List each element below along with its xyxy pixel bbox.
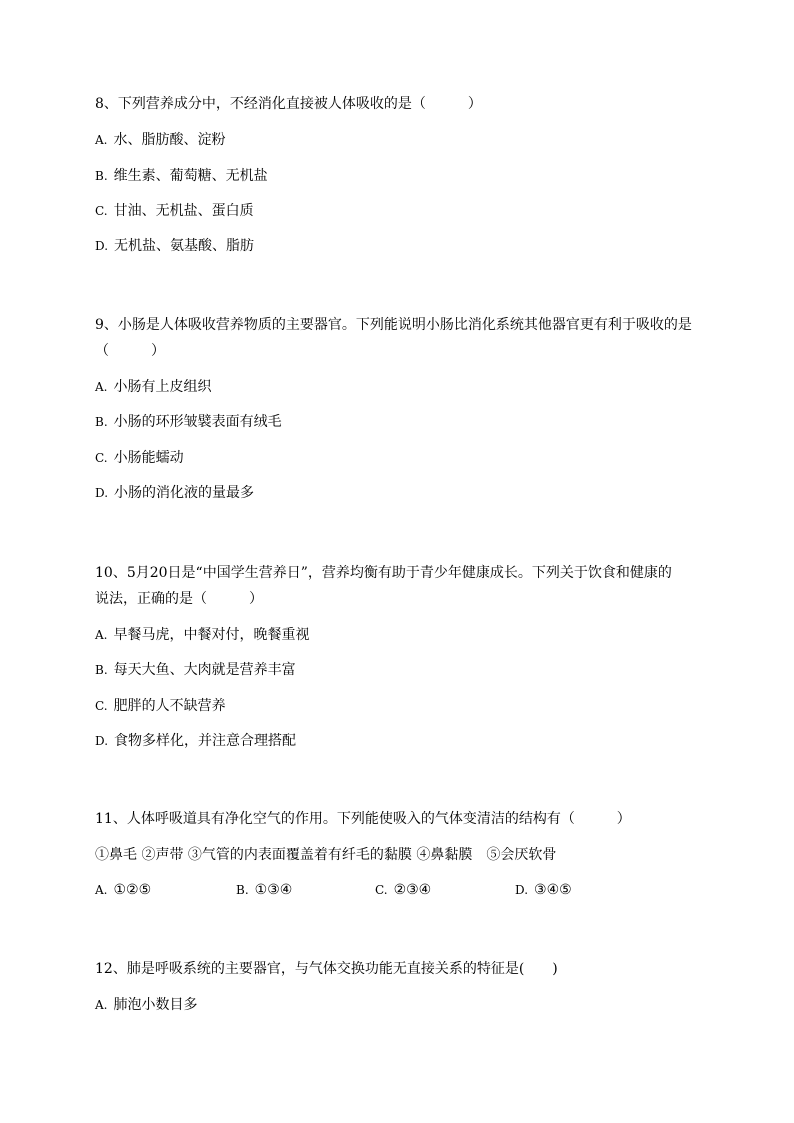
option-letter: A. [95, 380, 108, 394]
question-9-stem-continued: （ ） [95, 343, 165, 359]
option-text: 小肠的环形皱襞表面有绒毛 [113, 414, 282, 430]
option-letter: A. [95, 133, 108, 147]
option-text: ③④⑤ [534, 882, 572, 898]
question-9-option-a [95, 378, 211, 396]
question-11-option-b [236, 881, 292, 899]
option-letter: D. [95, 486, 109, 500]
question-11-options-row [95, 881, 695, 899]
option-text: 小肠能蠕动 [113, 450, 184, 466]
option-letter: C. [375, 883, 388, 897]
question-11-items: ①鼻毛 ②声带 ③气管的内表面覆盖着有纤毛的黏膜 ④鼻黏膜 ⑤会厌软骨 [95, 847, 557, 863]
question-8-option-a [95, 131, 225, 149]
option-text: 无机盐、氨基酸、脂肪 [114, 238, 255, 254]
question-8-option-d [95, 237, 254, 255]
option-letter: C. [95, 204, 108, 218]
option-text: ①③④ [254, 882, 293, 898]
option-letter: D. [95, 734, 109, 748]
question-8-stem: 8、下列营养成分中，不经消化直接被人体吸收的是（ ） [95, 96, 482, 112]
question-8-option-b [95, 167, 268, 185]
option-text: 甘油、无机盐、蛋白质 [113, 203, 254, 219]
option-text: ②③④ [393, 882, 432, 898]
question-10-option-a [95, 626, 309, 644]
option-text: 早餐马虎，中餐对付，晚餐重视 [113, 627, 310, 643]
option-text: 每天大鱼、大肉就是营养丰富 [113, 662, 296, 678]
option-text: 肺泡小数目多 [113, 997, 198, 1013]
question-12-option-a [95, 996, 197, 1014]
option-text: 小肠有上皮组织 [113, 379, 212, 395]
option-text: 肥胖的人不缺营养 [113, 698, 226, 714]
question-10-stem-continued: 说法，正确的是（ ） [95, 591, 263, 607]
option-letter: A. [95, 628, 108, 642]
question-10-option-d [95, 732, 296, 750]
question-10-option-b [95, 661, 296, 679]
question-9-option-c [95, 449, 184, 467]
option-text: 维生素、葡萄糖、无机盐 [113, 168, 268, 184]
option-text: ①②⑤ [113, 882, 152, 898]
option-letter: D. [515, 883, 529, 897]
question-9-option-d [95, 484, 254, 502]
option-letter: B. [95, 663, 108, 677]
option-letter: C. [95, 451, 108, 465]
option-letter: B. [95, 415, 108, 429]
question-11-option-d [515, 881, 572, 899]
question-9-option-b [95, 413, 282, 431]
question-8-option-c [95, 202, 254, 220]
option-text: 水、脂肪酸、淀粉 [113, 132, 226, 148]
option-letter: A. [95, 998, 108, 1012]
question-11-stem: 11、人体呼吸道具有净化空气的作用。下列能使吸入的气体变清洁的结构有（ ） [95, 811, 631, 827]
question-10-stem: 10、5月20日是“中国学生营养日”，营养均衡有助于青少年健康成长。下列关于饮食和健康的 [95, 565, 672, 581]
question-9-stem: 9、小肠是人体吸收营养物质的主要器官。下列能说明小肠比消化系统其他器官更有利于吸收的是 [95, 317, 692, 333]
question-12-stem: 12、肺是呼吸系统的主要器官，与气体交换功能无直接关系的特征是( ) [95, 961, 558, 977]
option-letter: A. [95, 883, 108, 897]
question-11-option-a [95, 881, 151, 899]
option-text: 食物多样化，并注意合理搭配 [114, 733, 297, 749]
option-letter: B. [236, 883, 249, 897]
question-11-option-c [375, 881, 431, 899]
option-letter: C. [95, 699, 108, 713]
option-letter: D. [95, 239, 109, 253]
option-letter: B. [95, 169, 108, 183]
question-10-option-c [95, 697, 226, 715]
option-text: 小肠的消化液的量最多 [114, 485, 255, 501]
